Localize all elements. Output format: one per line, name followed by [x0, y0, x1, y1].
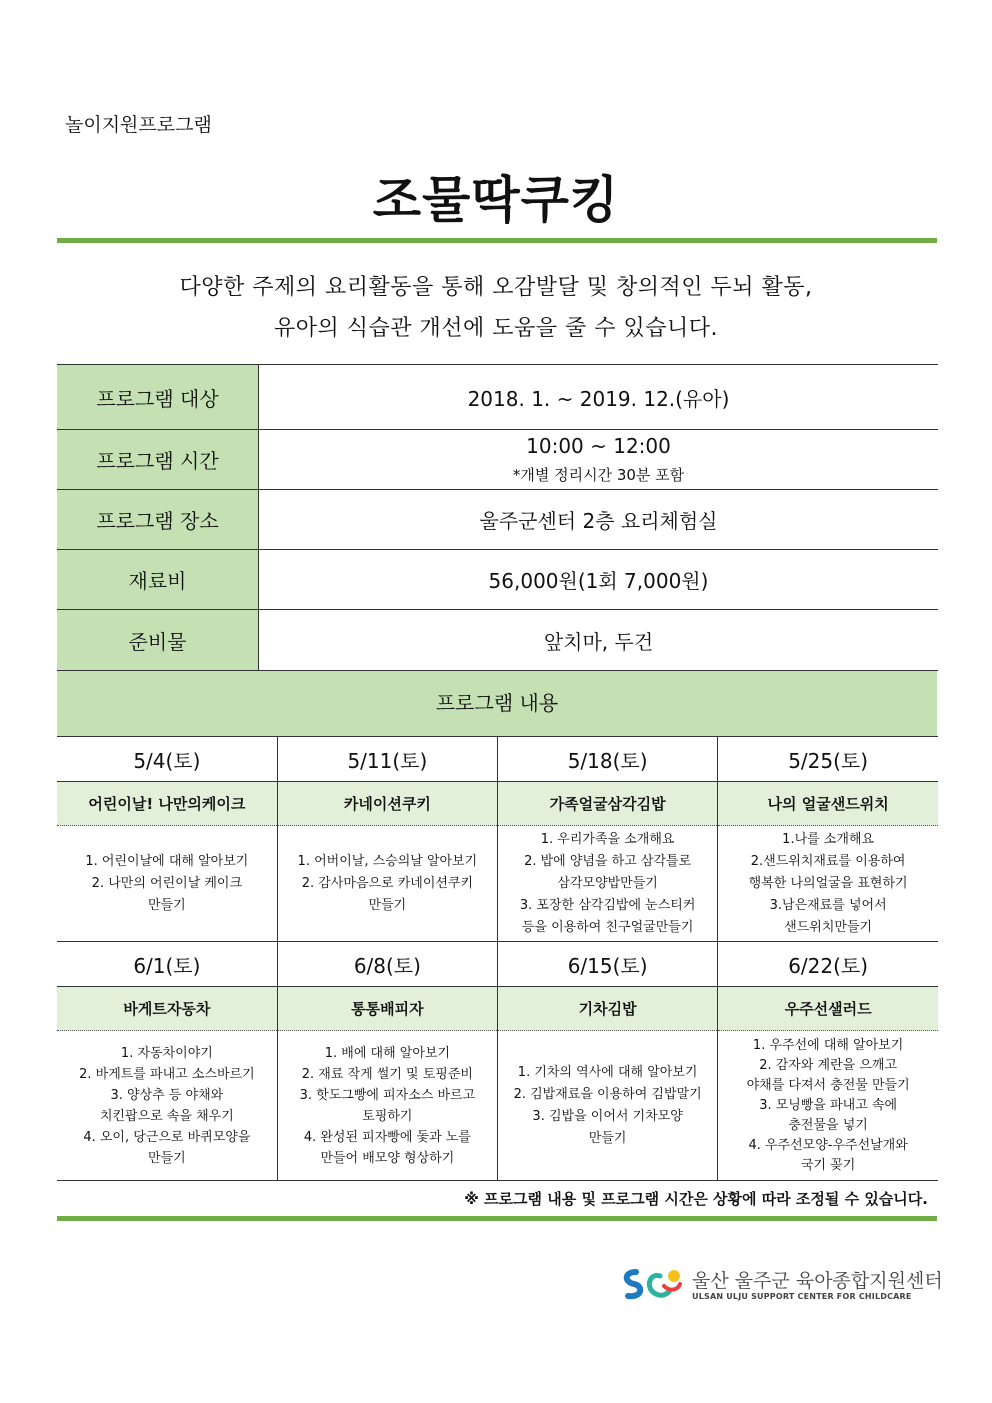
desc-line: 1.나를 소개해요	[782, 831, 875, 847]
info-row-time	[57, 430, 938, 490]
desc-line: 1. 자동차이야기	[120, 1045, 213, 1061]
schedule-topic-row	[57, 782, 938, 826]
info-label: 프로그램 장소	[57, 490, 259, 550]
session-topic: 기차김밥	[498, 987, 718, 1031]
desc-line: 만들기	[368, 897, 407, 913]
desc-line: 3. 양상추 등 야채와	[110, 1087, 224, 1103]
center-logo	[620, 1262, 943, 1307]
session-topic: 통통배피자	[277, 987, 497, 1031]
schedule-note: ※ 프로그램 내용 및 프로그램 시간은 상황에 따라 조정될 수 있습니다.	[464, 1190, 928, 1208]
desc-line: 1. 어버이날, 스승의날 알아보기	[297, 853, 478, 869]
desc-line: 국기 꽂기	[800, 1157, 856, 1173]
desc-line: 만들기	[148, 897, 186, 913]
session-date: 6/15(토)	[498, 942, 718, 987]
desc-line: 1. 우리가족을 소개해요	[540, 831, 675, 847]
info-value: 56,000원(1회 7,000원)	[259, 550, 939, 610]
session-date: 5/25(토)	[718, 737, 938, 782]
schedule-table	[57, 736, 938, 1181]
info-label: 프로그램 시간	[57, 430, 259, 490]
session-description	[277, 1031, 497, 1181]
desc-line: 야채를 다져서 충전물 만들기	[746, 1077, 910, 1093]
session-description	[57, 826, 277, 942]
desc-line: 충전물을 넣기	[788, 1117, 868, 1133]
schedule-desc-row	[57, 826, 938, 942]
session-description	[718, 1031, 938, 1181]
info-label: 재료비	[57, 550, 259, 610]
desc-line: 3. 포장한 삼각김밥에 눈스티커	[519, 897, 696, 913]
session-topic: 카네이션쿠키	[277, 782, 497, 826]
intro-line-1: 다양한 주제의 요리활동을 통해 오감발달 및 창의적인 두뇌 활동,	[179, 275, 813, 300]
desc-line: 2. 감자와 계란을 으깨고	[759, 1057, 898, 1073]
desc-line: 2. 나만의 어린이날 케이크	[91, 875, 243, 891]
desc-line: 샌드위치만들기	[784, 919, 873, 935]
info-row-supplies	[57, 610, 938, 671]
desc-line: 4. 완성된 피자빵에 돛과 노를	[303, 1129, 471, 1145]
program-info-table	[57, 364, 938, 671]
info-row-place	[57, 490, 938, 550]
program-category-label: 놀이지원프로그램	[65, 114, 212, 136]
desc-line: 1. 기차의 역사에 대해 알아보기	[517, 1064, 698, 1080]
session-topic: 우주선샐러드	[718, 987, 938, 1031]
desc-line: 2. 밥에 양념을 하고 삼각틀로	[524, 853, 692, 869]
desc-line: 4. 우주선모양-우주선날개와	[748, 1137, 908, 1153]
schedule-desc-row	[57, 1031, 938, 1181]
schedule-topic-row	[57, 987, 938, 1031]
session-topic: 나의 얼굴샌드위치	[718, 782, 938, 826]
center-name-english: ULSAN ULJU SUPPORT CENTER FOR CHILDCARE	[692, 1292, 912, 1301]
page-title: 조물딱쿠킹	[372, 171, 620, 229]
session-topic: 어린이날! 나만의케이크	[57, 782, 277, 826]
info-value: 10:00 ~ 12:00	[526, 434, 671, 458]
session-topic: 가족얼굴삼각김밥	[498, 782, 718, 826]
session-description	[277, 826, 497, 942]
desc-line: 2. 바게트를 파내고 소스바르기	[79, 1066, 255, 1082]
desc-line: 1. 우주선에 대해 알아보기	[752, 1037, 904, 1053]
program-content-header: 프로그램 내용	[57, 671, 937, 737]
desc-line: 1. 배에 대해 알아보기	[324, 1045, 450, 1061]
info-label: 프로그램 대상	[57, 365, 259, 430]
desc-line: 만들어 배모양 형상하기	[320, 1150, 455, 1166]
intro-line-2: 유아의 식습관 개선에 도움을 줄 수 있습니다.	[274, 316, 718, 341]
desc-line: 토핑하기	[362, 1108, 413, 1124]
footer-divider	[57, 1216, 937, 1221]
session-topic: 바게트자동차	[57, 987, 277, 1031]
info-value: 울주군센터 2층 요리체험실	[259, 490, 939, 550]
desc-line: 2. 재료 작게 썰기 및 토핑준비	[301, 1066, 473, 1082]
center-logo-icon	[620, 1262, 684, 1306]
session-date: 6/22(토)	[718, 942, 938, 987]
desc-line: 3. 김밥을 이어서 기차모양	[532, 1108, 683, 1124]
desc-line: 치킨팝으로 속을 채우기	[99, 1108, 234, 1124]
desc-line: 3. 핫도그빵에 피자소스 바르고	[299, 1087, 476, 1103]
desc-line: 삼각모양밥만들기	[557, 875, 658, 891]
session-description	[718, 826, 938, 942]
desc-line: 1. 어린이날에 대해 알아보기	[85, 853, 249, 869]
desc-line: 등을 이용하여 친구얼굴만들기	[521, 919, 694, 935]
session-description	[498, 1031, 718, 1181]
title-divider	[57, 238, 937, 243]
info-label: 준비물	[57, 610, 259, 671]
session-date: 5/4(토)	[57, 737, 277, 782]
desc-line: 2.샌드위치재료를 이용하여	[750, 853, 906, 869]
session-date: 5/18(토)	[498, 737, 718, 782]
desc-line: 만들기	[148, 1150, 186, 1166]
session-date: 6/1(토)	[57, 942, 277, 987]
info-subnote: *개별 정리시간 30분 포함	[512, 466, 685, 484]
desc-line: 만들기	[588, 1130, 627, 1146]
info-value: 앞치마, 두건	[259, 610, 939, 671]
desc-line: 4. 오이, 당근으로 바퀴모양을	[83, 1129, 251, 1145]
desc-line: 2. 감사마음으로 카네이션쿠키	[301, 875, 474, 891]
schedule-date-row	[57, 737, 938, 782]
desc-line: 2. 김밥재료을 이용하여 김밥말기	[513, 1086, 702, 1102]
info-row-target	[57, 365, 938, 430]
session-description	[498, 826, 718, 942]
session-date: 5/11(토)	[277, 737, 497, 782]
desc-line: 3. 모닝빵을 파내고 속에	[759, 1097, 898, 1113]
schedule-date-row	[57, 942, 938, 987]
desc-line: 행복한 나의얼굴을 표현하기	[748, 875, 908, 891]
info-row-fee	[57, 550, 938, 610]
session-date: 6/8(토)	[277, 942, 497, 987]
desc-line: 3.남은재료를 넣어서	[769, 897, 887, 913]
info-value: 2018. 1. ~ 2019. 12.(유아)	[259, 365, 939, 430]
session-description	[57, 1031, 277, 1181]
center-name: 울산 울주군 육아종합지원센터	[692, 1270, 943, 1292]
info-value-cell	[259, 430, 939, 490]
